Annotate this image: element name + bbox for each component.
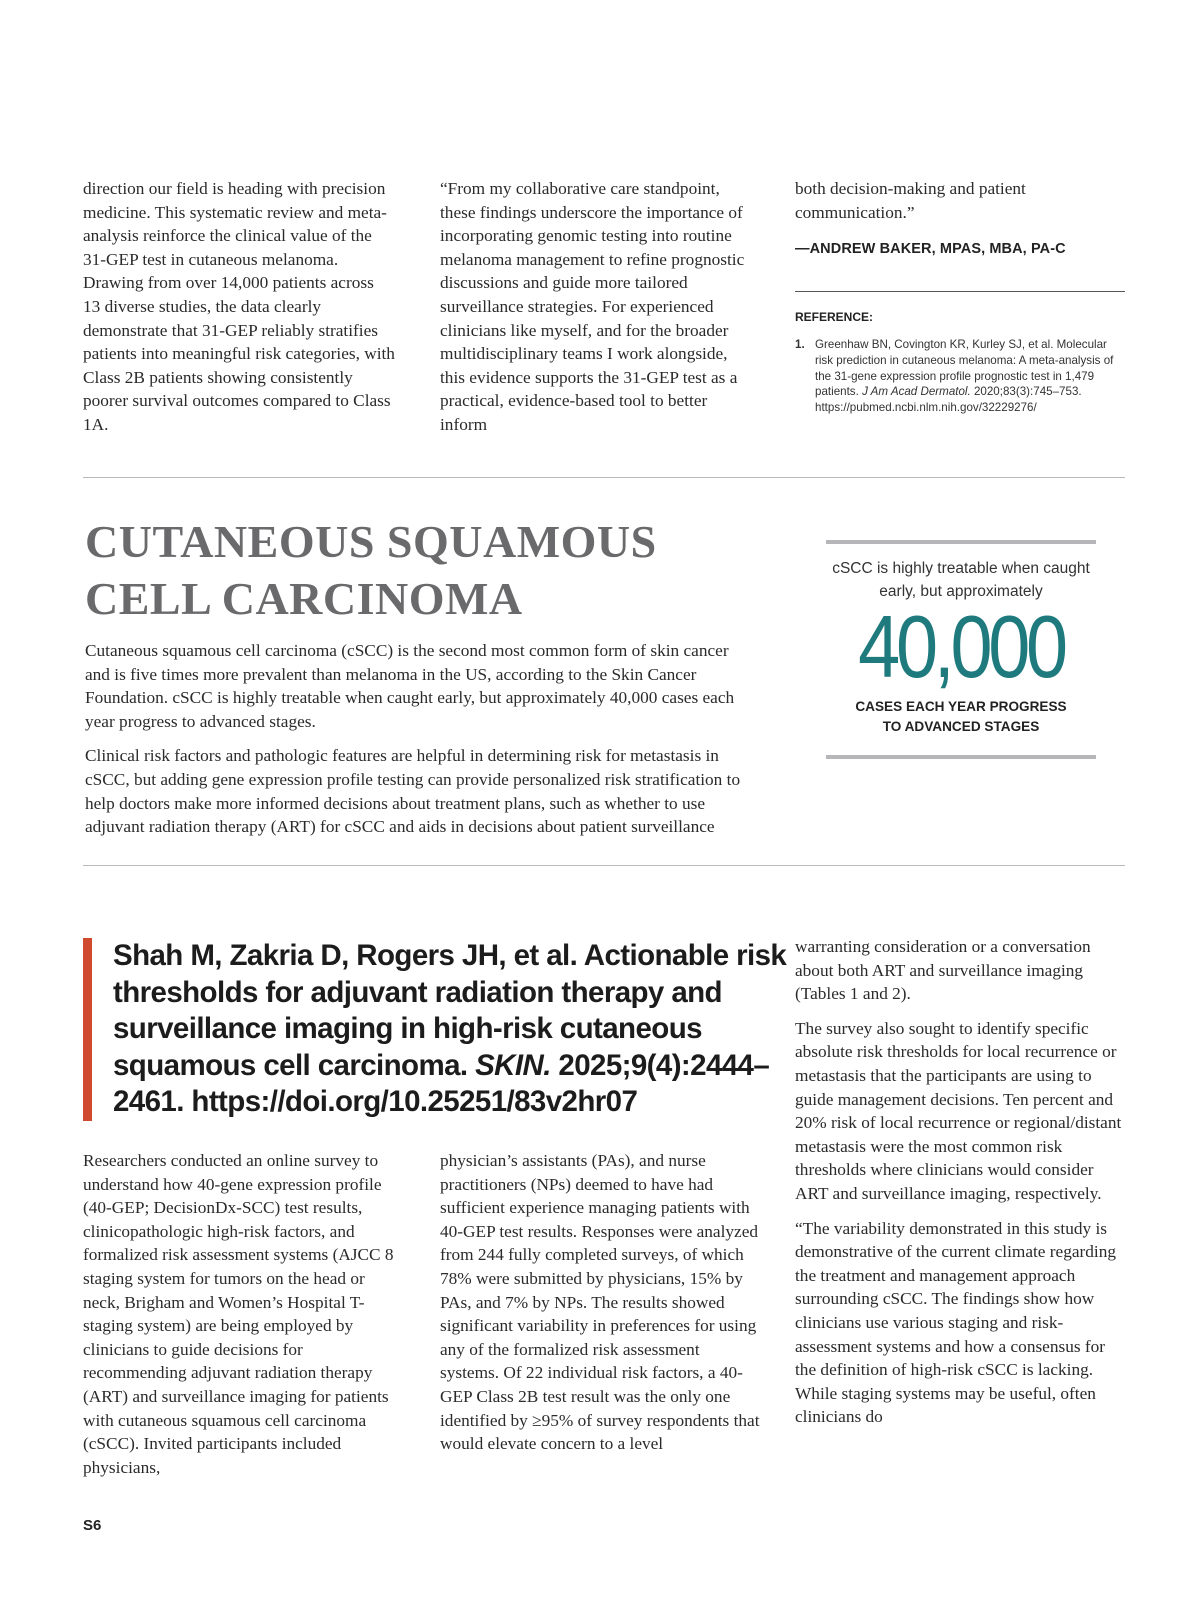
top-column-1-text: direction our field is heading with precision medicine. This systematic review and meta-analysis reinforce the clinical value of the 31-GEP test in cutaneous melanoma. Drawing from over 14,000 patients across 13 diverse studies, the data clearly demonstrate that 31-GEP reliably stratifies patients into meaningful risk categories, with Class 2B patients showing consistently poorer survival outcomes compared to Class 1A. — [83, 179, 395, 434]
stat-bottom-bar — [826, 755, 1096, 759]
top-column-2-quote: “From my collaborative care standpoint, these findings underscore the importance of incorporating genomic testing into routine melanoma management to refine prognostic discussions and guide more tailored surveillance strategies. For experienced clinicians like myself, and for the broader multidisciplinary teams I work alongside, this evidence supports the 31-GEP test as a practical, evidence-based tool to better inform — [440, 179, 745, 434]
section-paragraph-2: Clinical risk factors and pathologic features are helpful in determining risk for metastasis in cSCC, but adding gene expression profile testing can provide personalized risk stratification to help doctors make more informed decisions about treatment plans, such as whether to use adjuvant radiation therapy (ART) for cSCC and aids in decisions about patient surveillance — [85, 746, 741, 837]
article-column-3 — [795, 935, 1125, 1440]
top-column-1 — [83, 177, 395, 437]
stat-caption-line-2: TO ADVANCED STAGES — [882, 719, 1040, 734]
stat-callout — [826, 540, 1096, 759]
stat-top-bar — [826, 540, 1096, 544]
article-column-3-paragraph-1: warranting consideration or a conversation about both ART and surveillance imaging (Tables 1 and 2). — [795, 937, 1091, 1004]
quote-signature: —ANDREW BAKER, MPAS, MBA, PA-C — [795, 241, 1066, 258]
section-title: CUTANEOUS SQUAMOUS CELL CARCINOMA — [85, 516, 657, 624]
section-paragraph-1: Cutaneous squamous cell carcinoma (cSCC) is the second most common form of skin cancer and is five times more prevalent than melanoma in the US, according to the Skin Cancer Foundation. cSCC is highly treatable when caught early, but approximately 40,000 cases each year progress to advanced stages. — [85, 641, 735, 731]
article-column-1-text: Researchers conducted an online survey to understand how 40-gene expression profile (40-GEP; DecisionDx-SCC) test results, clinicopathologic high-risk factors, and formalized risk assessment systems (AJCC 8 staging system for tumors on the head or neck, Brigham and Women’s Hospital T-staging system) are being employed by clinicians to guide decisions for recommending adjuvant radiation therapy (ART) and surveillance imaging for patients with cutaneous squamous cell carcinoma (cSCC). Invited participants included physicians, — [83, 1151, 394, 1477]
page-number: S6 — [83, 1517, 102, 1534]
article-column-2 — [440, 1149, 760, 1467]
stat-number: 40,000 — [858, 597, 1064, 696]
stat-caption-line-1: CASES EACH YEAR PROGRESS — [855, 699, 1067, 714]
citation-journal: SKIN. — [475, 1048, 551, 1082]
reference-heading: REFERENCE: — [795, 309, 874, 324]
reference-text-after: 2020;83(3):745–753. https://pubmed.ncbi.nlm.nih.gov/32229276/ — [815, 385, 1082, 414]
reference-journal: J Am Acad Dermatol. — [862, 385, 971, 399]
top-column-3 — [795, 177, 1125, 415]
reference-item — [795, 337, 1125, 415]
top-column-2 — [440, 177, 752, 437]
top-column-3-quote-end: both decision-making and patient communication.” — [795, 179, 1026, 222]
stat-intro: cSCC is highly treatable when caught early, but approximately — [832, 560, 1090, 600]
article-column-3-paragraph-2: The survey also sought to identify specific absolute risk thresholds for local recurrence or metastasis that the participants are using to guide management decisions. Ten percent and 20% risk of local recurrence or regional/distant metastasis were the most common risk thresholds where clinicians would consider ART and surveillance imaging, respectively. — [795, 1018, 1122, 1203]
reference-divider — [795, 291, 1125, 292]
citation-text-after: 2025;9(4):2444–2461. https://doi.org/10.25251/83v2hr07 — [113, 1048, 770, 1118]
section-divider-bottom — [83, 865, 1125, 866]
article-column-3-paragraph-3: “The variability demonstrated in this study is demonstrative of the current climate regarding the treatment and management approach surrounding cSCC. The findings show how clinicians use various staging and risk-assessment systems and how a consensus for the definition of high-risk cSCC is lacking. While staging systems may be useful, often clinicians do — [795, 1218, 1117, 1427]
section-body — [85, 639, 745, 850]
section-divider-top — [83, 477, 1125, 478]
citation-text-before: Shah M, Zakria D, Rogers JH, et al. Actionable risk thresholds for adjuvant radiation therapy and surveillance imaging in high-risk cutaneous squamous cell carcinoma. — [113, 939, 787, 1082]
article-column-2-text: physician’s assistants (PAs), and nurse practitioners (NPs) deemed to have had sufficient experience managing patients with 40-GEP test results. Responses were analyzed from 244 fully completed surveys, of which 78% were submitted by physicians, 15% by PAs, and 7% by NPs. The results showed significant variability in preferences for using any of the formalized risk assessment systems. Of 22 individual risk factors, a 40-GEP Class 2B test result was the only one identified by ≥95% of survey respondents that would elevate concern to a level — [440, 1151, 760, 1454]
stat-caption — [826, 697, 1096, 737]
reference-text-before: Greenhaw BN, Covington KR, Kurley SJ, et al. Molecular risk prediction in cutaneous melanoma: A meta-analysis of the 31-gene expression profile prognostic test in 1,479 patients. — [815, 338, 1114, 399]
reference-text — [815, 337, 1125, 415]
reference-number: 1. — [795, 338, 805, 352]
article-citation — [83, 938, 793, 1121]
article-column-1 — [83, 1149, 403, 1490]
